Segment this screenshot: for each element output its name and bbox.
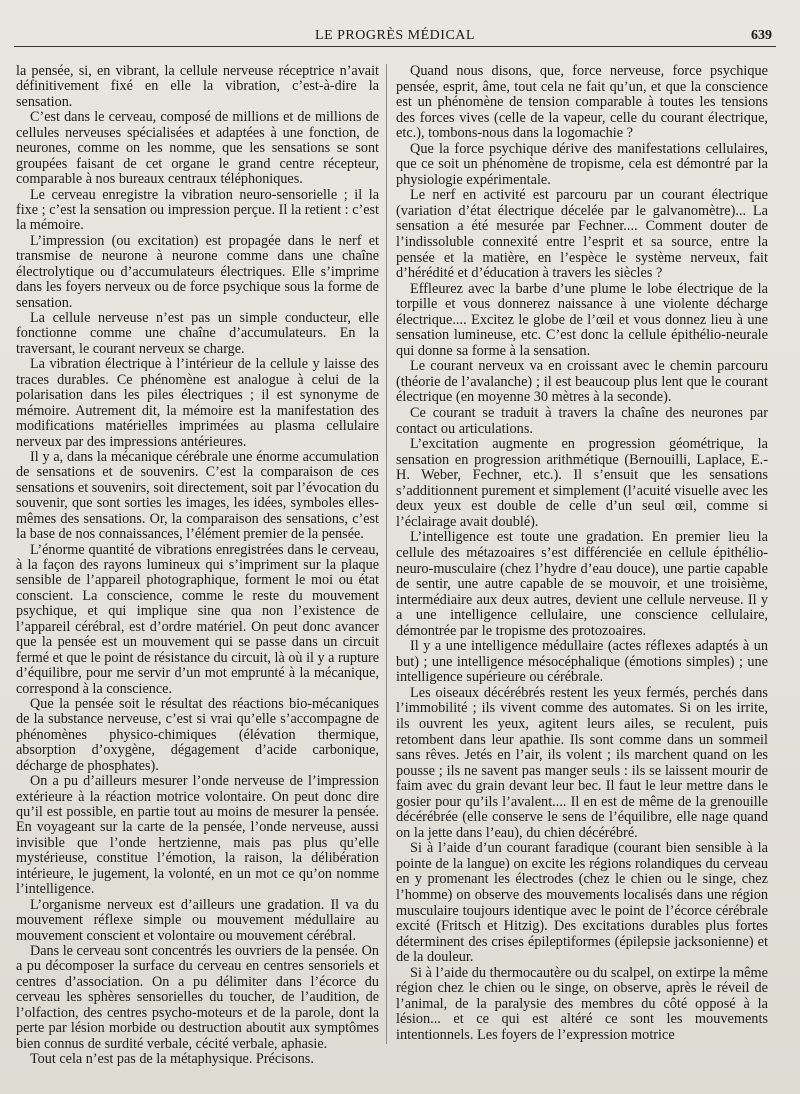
paragraph: Il y a, dans la mécanique cérébrale une énorme accumulation de sensations et de souvenirs. C’est la comparaison de ces sensations et souvenirs, soit directement, soit par l’évocation du souvenir, que sont sorties les images, les idées, symboles elles-mêmes des sensations. Or, la comparaison des sensations, c’est la base de nos connaissances, l’élément premier de la pensée. [16, 448, 379, 543]
left-column [16, 64, 379, 1067]
journal-title: LE PROGRÈS MÉDICAL [315, 28, 475, 43]
paragraph: Le courant nerveux va en croissant avec le chemin parcouru (théorie de l’avalanche) ; il est beaucoup plus lent que le courant électrique (en moyenne 30 mètres à la seconde). [396, 358, 768, 406]
paragraph: la pensée, si, en vibrant, la cellule nerveuse réceptrice n’avait définitivement fixé en elle la vibration, c’est-à-dire la sensation. [16, 63, 379, 110]
paragraph: La vibration électrique à l’intérieur de la cellule y laisse des traces durables. Ce phénomène est analogue à celui de la polarisation dans les piles électriques ; il est synonyme de mémoire. Autrement dit, la mémoire est la manifestation des modifications matérielles imprimées au plasma cellulaire nerveux par des impressions antérieures. [16, 356, 379, 450]
column-divider [386, 64, 387, 1044]
paragraph: L’impression (ou excitation) est propagée dans le nerf et transmise de neurone à neurone comme dans une chaîne électrolytique ou d’accumulateurs électriques. Elle s’imprime dans les foyers nerveux ou de force psychique sous la forme de sensation. [16, 232, 379, 311]
paragraph: L’excitation augmente en progression géométrique, la sensation en progression arithmétique (Bernouilli, Laplace, E.-H. Weber, Fechner, etc.). Il s’ensuit que les sensations s’additionnent purement et simplement (l’acuité visuelle avec les deux yeux est double de celle d’un seul œil, comme si l’éclairage avait doublé). [396, 436, 768, 530]
paragraph: Le nerf en activité est parcouru par un courant électrique (variation d’état électrique décelée par le galvanomètre)... La sensation a été mesurée par Fechner.... Comment douter de l’indissoluble connexité entre l’esprit et sa source, entre la pensée et la matière, en l’espèce le système nerveux, fait d’hérédité et d’éducation à travers les siècles ? [396, 187, 768, 282]
paragraph: Le cerveau enregistre la vibration neuro-sensorielle ; il la fixe ; c’est la sensation ou impression perçue. Il la retient : c’est la mémoire. [16, 186, 379, 234]
paragraph: Quand nous disons, que, force nerveuse, force psychique pensée, esprit, âme, tout cela ne fait qu’un, et que la conscience est un phénomène de tension comparable à toutes les tensions des forces vives (celle de la vapeur, celle du courant électrique, etc.), tombons-nous dans la logomachie ? [396, 63, 768, 142]
paragraph: Il y a une intelligence médullaire (actes réflexes adaptés à un but) ; une intelligence mésocéphalique (émotions simples) ; une intelligence supérieure ou cérébrale. [396, 638, 768, 686]
paragraph: L’énorme quantité de vibrations enregistrées dans le cerveau, à la façon des rayons lumineux qui s’impriment sur la plaque sensible de l’appareil photographique, forment le moi ou état conscient. La conscience, comme le reste du mouvement psychique, et qui implique sine qua non l’existence de l’appareil cérébral, est d’ordre matériel. On peut donc avancer que la pensée est un mouvement qui se passe dans un circuit fermé et que le point de résistance du circuit, là où il y a rupture d’équilibre, pour me servir d’un mot emprunté à la mécanique, correspond à la conscience. [16, 541, 379, 697]
paragraph: Dans le cerveau sont concentrés les ouvriers de la pensée. On a pu décomposer la surface du cerveau en centres sensoriels et centres d’association. On a pu délimiter dans l’écorce du cerveau les sphères sensorielles du toucher, de l’audition, de l’olfaction, des centres psycho-moteurs et de la parole, dont la perte par lésion morbide ou destruction aboutit aux symptômes bien connus de surdité verbale, cécité verbale, aphasie. [16, 942, 379, 1052]
paragraph: La cellule nerveuse n’est pas un simple conducteur, elle fonctionne comme une chaîne d’accumulateurs. En la traversant, le courant nerveux se charge. [16, 310, 379, 357]
paragraph: Que la force psychique dérive des manifestations cellulaires, que ce soit un phénomène de tropisme, cela est démontré par la physiologie expérimentale. [396, 140, 768, 188]
paragraph: On a pu d’ailleurs mesurer l’onde nerveuse de l’impression extérieure à la réaction motrice volontaire. On peut donc dire qu’il est possible, en partie tout au moins de mesurer la pensée. En voyageant sur la carte de la pensée, l’onde nerveuse, aussi invisible que l’onde hertzienne, mais pas plus qu’elle mystérieuse, constitue l’émotion, la raison, la délibération intérieure, le jugement, la volonté, en un mot ce qu’on nomme l’intelligence. [16, 773, 379, 898]
paragraph: Si à l’aide du thermocautère ou du scalpel, on extirpe la même région chez le chien ou le singe, on observe, après le réveil de l’animal, de la paralysie des membres du côté opposé à la lésion... et ce qui est altéré ce sont les mouvements intentionnels. Les foyers de l’expression motrice [396, 964, 768, 1043]
paragraph: Effleurez avec la barbe d’une plume le lobe électrique de la torpille et vous donnerez naissance à une violente décharge électrique.... Excitez le globe de l’œil et vous donnez lieu à une sensation lumineuse, etc. C’est donc la cellule épithélio-neurale qui donne sa forme à la sensation. [396, 280, 768, 359]
page-number: 639 [751, 28, 772, 43]
paragraph: C’est dans le cerveau, composé de millions et de millions de cellules nerveuses spécialisées et adaptées à une fonction, de neurones, comme on les nomme, que les sensations se sont groupées faisant de cet organe le grand centre récepteur, comparable à nos bureaux centraux téléphoniques. [16, 109, 379, 188]
paragraph: Ce courant se traduit à travers la chaîne des neurones par contact ou articulations. [396, 405, 768, 437]
paragraph: Si à l’aide d’un courant faradique (courant bien sensible à la pointe de la langue) on excite les régions rolandiques du cerveau en y promenant les électrodes (chez le chien ou le singe, chez l’homme) on observe des mouvements localisés dans une région musculaire toujours identique avec le point de l’écorce cérébrale excité (Fritsch et Hitzig). Des excitations durables plus fortes déterminent des crises épileptiformes (épilepsie jacksonienne) et de la douleur. [396, 840, 768, 966]
paragraph: L’intelligence est toute une gradation. En premier lieu la cellule des métazoaires s’est différenciée en cellule épithélio-neuro-musculaire (chez l’hydre d’eau douce), une partie capable de sentir, une autre capable de se mouvoir, et une troisième, intermédiaire aux deux autres, devient une cellule nerveuse. Il y a une intelligence cellulaire, une conscience cellulaire, démontrée par le tropisme des protozoaires. [396, 529, 768, 639]
right-column [396, 64, 768, 1043]
paragraph: L’organisme nerveux est d’ailleurs une gradation. Il va du mouvement réflexe simple ou mouvement médullaire au mouvement conscient et volontaire ou mouvement cérébral. [16, 896, 379, 944]
header-rule [14, 46, 776, 47]
paragraph: Que la pensée soit le résultat des réactions bio-mécaniques de la substance nerveuse, c’est si vrai qu’elle s’accompagne de phénomènes physico-chimiques (élévation thermique, absorption d’oxygène, dégagement d’acide carbonique, décharge de phosphates). [16, 695, 379, 774]
paragraph: Tout cela n’est pas de la métaphysique. Précisons. [30, 1051, 314, 1067]
paragraph: Les oiseaux décérébrés restent les yeux fermés, perchés dans l’immobilité ; ils vivent comme des automates. Si on les irrite, ils ouvrent les yeux, agitent leurs ailes, se reculent, puis retombent dans leur apathie. Ils sont comme dans un sommeil sans rêves. Jetés en l’air, ils volent ; ils marchent quand on les pousse ; ils ne savent pas manger seuls : ils se laissent mourir de faim avec du grain devant leur bec. Il faut le leur mettre dans le gosier pour qu’ils l’avalent.... Il en est de même de la grenouille décérébrée (elle conserve le sens de l’équilibre, elle nage quand on la jette dans l’eau), du chien décérébré. [396, 684, 768, 841]
running-header [14, 26, 776, 48]
